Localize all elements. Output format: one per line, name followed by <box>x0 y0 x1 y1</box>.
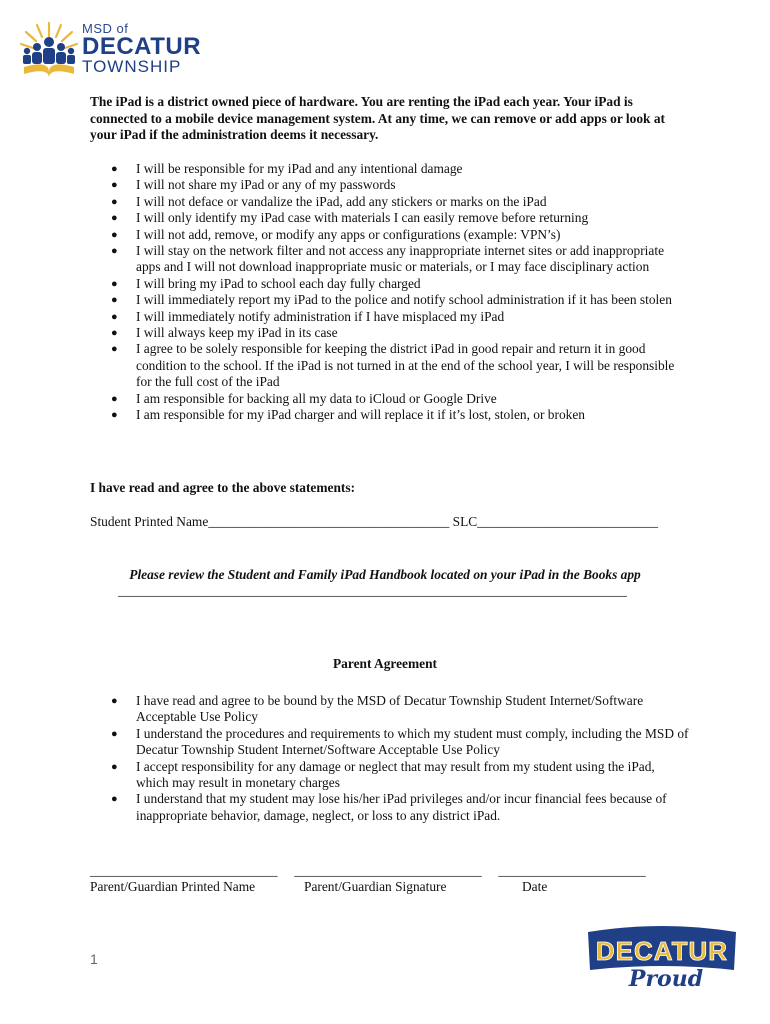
logo-decatur-word: DECATUR <box>595 936 729 966</box>
list-item: ● I am responsible for my iPad charger and will replace it if it’s lost, stolen, or broken <box>111 407 585 423</box>
decatur-proud-logo <box>584 922 740 992</box>
bullet-icon: ● <box>111 760 118 773</box>
student-statements-list <box>90 161 690 424</box>
bullet-icon: ● <box>111 228 118 241</box>
parent-statements-list <box>90 693 690 824</box>
parent-agreement-heading: Parent Agreement <box>333 656 437 671</box>
list-item: ● I will immediately notify administration if I have misplaced my iPad <box>111 308 505 324</box>
signature-label: Parent/Guardian Signature <box>304 879 447 894</box>
bullet-icon: ● <box>111 310 118 323</box>
review-underline: ____________________________________________________________________________ <box>118 583 627 598</box>
bullet-icon: ● <box>111 727 118 740</box>
list-item: ● I will be responsible for my iPad and any intentional damage <box>111 161 463 176</box>
list-item: ● I accept responsibility for any damage or neglect that may result from my student using the iPad, which may result in monetary charges <box>111 758 655 791</box>
list-item: ● I will bring my iPad to school each day fully charged <box>111 275 421 291</box>
intro-paragraph: The iPad is a district owned piece of hardware. You are renting the iPad each year. Your iPad is connected to a mobile device management system. At any time, we can remove or add apps or look at your iPad if the administration deems it necessary. <box>90 94 665 142</box>
bullet-icon: ● <box>111 245 118 258</box>
logo-msd-text: MSD of <box>82 21 129 36</box>
logo-proud-word: Proud <box>628 966 704 992</box>
bullet-icon: ● <box>111 294 118 307</box>
bullet-icon: ● <box>111 179 118 192</box>
list-item: ● I am responsible for backing all my data to iCloud or Google Drive <box>111 390 497 406</box>
list-item: ● I understand that my student may lose his/her iPad privileges and/or incur financial fees because of inappropriate behavior, damage, neglect, or loss to any district iPad. <box>111 791 667 823</box>
bullet-icon: ● <box>111 695 118 707</box>
bullet-icon: ● <box>111 793 118 806</box>
list-item: ● I will not add, remove, or modify any apps or configurations (example: VPN’s) <box>111 226 561 242</box>
list-item: ● I will only identify my iPad case with materials I can easily remove before returning <box>111 210 589 226</box>
date-label: Date <box>522 879 548 894</box>
bullet-icon: ● <box>111 212 118 225</box>
list-item: ● I will not share my iPad or any of my passwords <box>111 177 396 193</box>
list-item: ● I will stay on the network filter and not access any inappropriate internet sites or add inappropriate apps and I will not download inappropriate music or materials, or I may face disciplinary action <box>111 243 665 275</box>
list-item: ● I agree to be solely responsible for keeping the district iPad in good repair and return it in good condition to the school. If the iPad is not turned in at the end of the school year, I will be responsible for the full cost of the iPad <box>111 341 675 390</box>
bullet-icon: ● <box>111 163 118 175</box>
list-item: ● I understand the procedures and requirements to which my student must comply, including the MSD of Decatur Township Student Internet/Software Acceptable Use Policy <box>111 725 689 758</box>
bullet-icon: ● <box>111 195 118 208</box>
bullet-icon: ● <box>111 392 118 405</box>
list-item: ● I will immediately report my iPad to the police and notify school administration if it has been stolen <box>111 292 672 308</box>
bullet-icon: ● <box>111 409 118 422</box>
bullet-icon: ● <box>111 327 118 340</box>
bullet-icon: ● <box>111 343 118 356</box>
signature-blank-lines[interactable]: ____________________________ ____________________________ ______________________ <box>90 863 646 878</box>
printed-name-label: Parent/Guardian Printed Name <box>90 879 256 894</box>
logo-decatur-text: DECATUR <box>82 33 202 60</box>
student-name-slc-field[interactable]: Student Printed Name____________________________________ SLC___________________________ <box>90 514 658 529</box>
list-item: ● I will not deface or vandalize the iPad, add any stickers or marks on the iPad <box>111 193 547 209</box>
agree-heading: I have read and agree to the above statements: <box>90 480 356 495</box>
handbook-review-note: Please review the Student and Family iPad Handbook located on your iPad in the Books app <box>129 567 641 582</box>
list-item: ● I have read and agree to be bound by the MSD of Decatur Township Student Internet/Software Acceptable Use Policy <box>111 693 644 725</box>
district-logo <box>18 20 208 84</box>
page-number: 1 <box>90 951 98 967</box>
bullet-icon: ● <box>111 277 118 290</box>
people-book-icon <box>18 20 80 84</box>
logo-township-text: TOWNSHIP <box>82 57 182 76</box>
list-item: ● I will always keep my iPad in its case <box>111 325 338 341</box>
